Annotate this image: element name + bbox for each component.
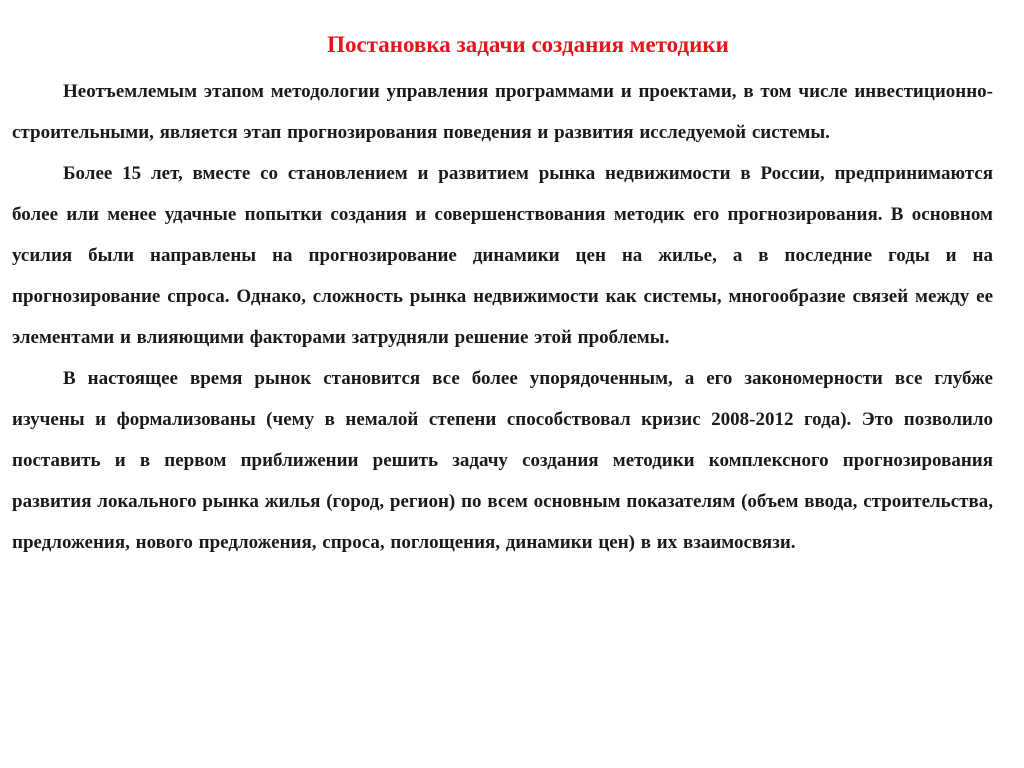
slide-title: Постановка задачи создания методики: [327, 32, 729, 57]
paragraph-1: Неотъемлемым этапом методологии управления программами и проектами, в том числе инвестиционно-строительными, является этап прогнозирования поведения и развития исследуемой системы.: [12, 81, 993, 143]
paragraph-2: Более 15 лет, вместе со становлением и развитием рынка недвижимости в России, предпринимаются более или менее удачные попытки создания и совершенствования методик его прогнозирования. В основном усилия были направлены на прогнозирование динамики цен на жилье, а в последние годы и на прогнозирование спроса. Однако, сложность рынка недвижимости как системы, многообразие связей между ее элементами и влияющими факторами затрудняли решение этой проблемы.: [12, 163, 993, 348]
paragraph-3: В настоящее время рынок становится все более упорядоченным, а его закономерности все глубже изучены и формализованы (чему в немалой степени способствовал кризис 2008-2012 года). Это позволило поставить и в первом приближении решить задачу создания методики комплексного прогнозирования развития локального рынка жилья (город, регион) по всем основным показателям (объем ввода, строительства, предложения, нового предложения, спроса, поглощения, динамики цен) в их взаимосвязи.: [12, 368, 993, 553]
slide-body: [12, 71, 993, 563]
